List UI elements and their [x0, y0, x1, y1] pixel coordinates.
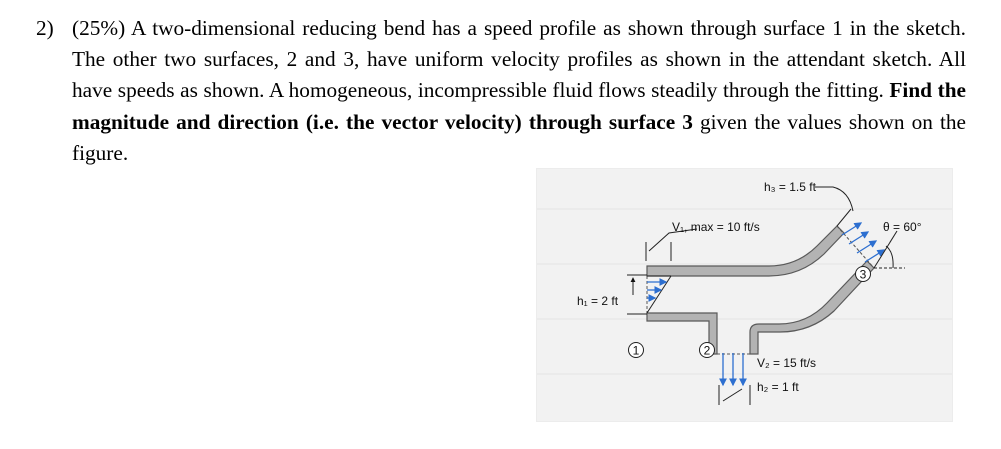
reducing-bend-figure [536, 168, 953, 422]
v1-max-label: V₁, max = 10 ft/s [672, 220, 760, 234]
outlet3-velocity-arrows [837, 223, 884, 268]
v2-label: V₂ = 15 ft/s [757, 356, 817, 370]
theta-angle-marker [874, 231, 905, 268]
problem-statement [36, 13, 966, 169]
problem-text-bold: Find the magnitude and direction (i.e. the vector velocity) through surface 3 [72, 78, 967, 134]
surface-1-marker [629, 343, 644, 358]
h2-label: h₂ = 1 ft [757, 380, 799, 394]
h3-extension [837, 209, 851, 226]
outlet2-velocity-arrows [717, 353, 750, 385]
svg-text:2: 2 [703, 343, 711, 358]
theta-label: θ = 60° [883, 220, 922, 234]
problem-number: 2) [36, 16, 54, 40]
h3-label: h₃ = 1.5 ft [764, 180, 816, 194]
h1-dimension [627, 275, 647, 314]
h1-label: h₁ = 2 ft [577, 294, 619, 308]
h2-dimension [719, 385, 750, 405]
svg-text:3: 3 [859, 267, 867, 282]
surface-3-marker [856, 267, 871, 282]
problem-text-end: given the values shown on the figure. [72, 109, 966, 165]
surface-2-marker [700, 343, 715, 358]
problem-body [72, 13, 966, 169]
inlet-velocity-profile [647, 276, 671, 313]
bend-diagram [537, 169, 952, 421]
svg-text:1: 1 [632, 343, 640, 358]
problem-text: (25%) A two-dimensional reducing bend has a speed profile as shown through surface 1 in the sketch. The other two surfaces, 2 and 3, have uniform velocity profiles as shown in the attendant sketch. All have speeds as shown. A homogeneous, incompressible fluid flows steadily through the fitting. [72, 16, 966, 103]
h3-leader [815, 187, 853, 211]
